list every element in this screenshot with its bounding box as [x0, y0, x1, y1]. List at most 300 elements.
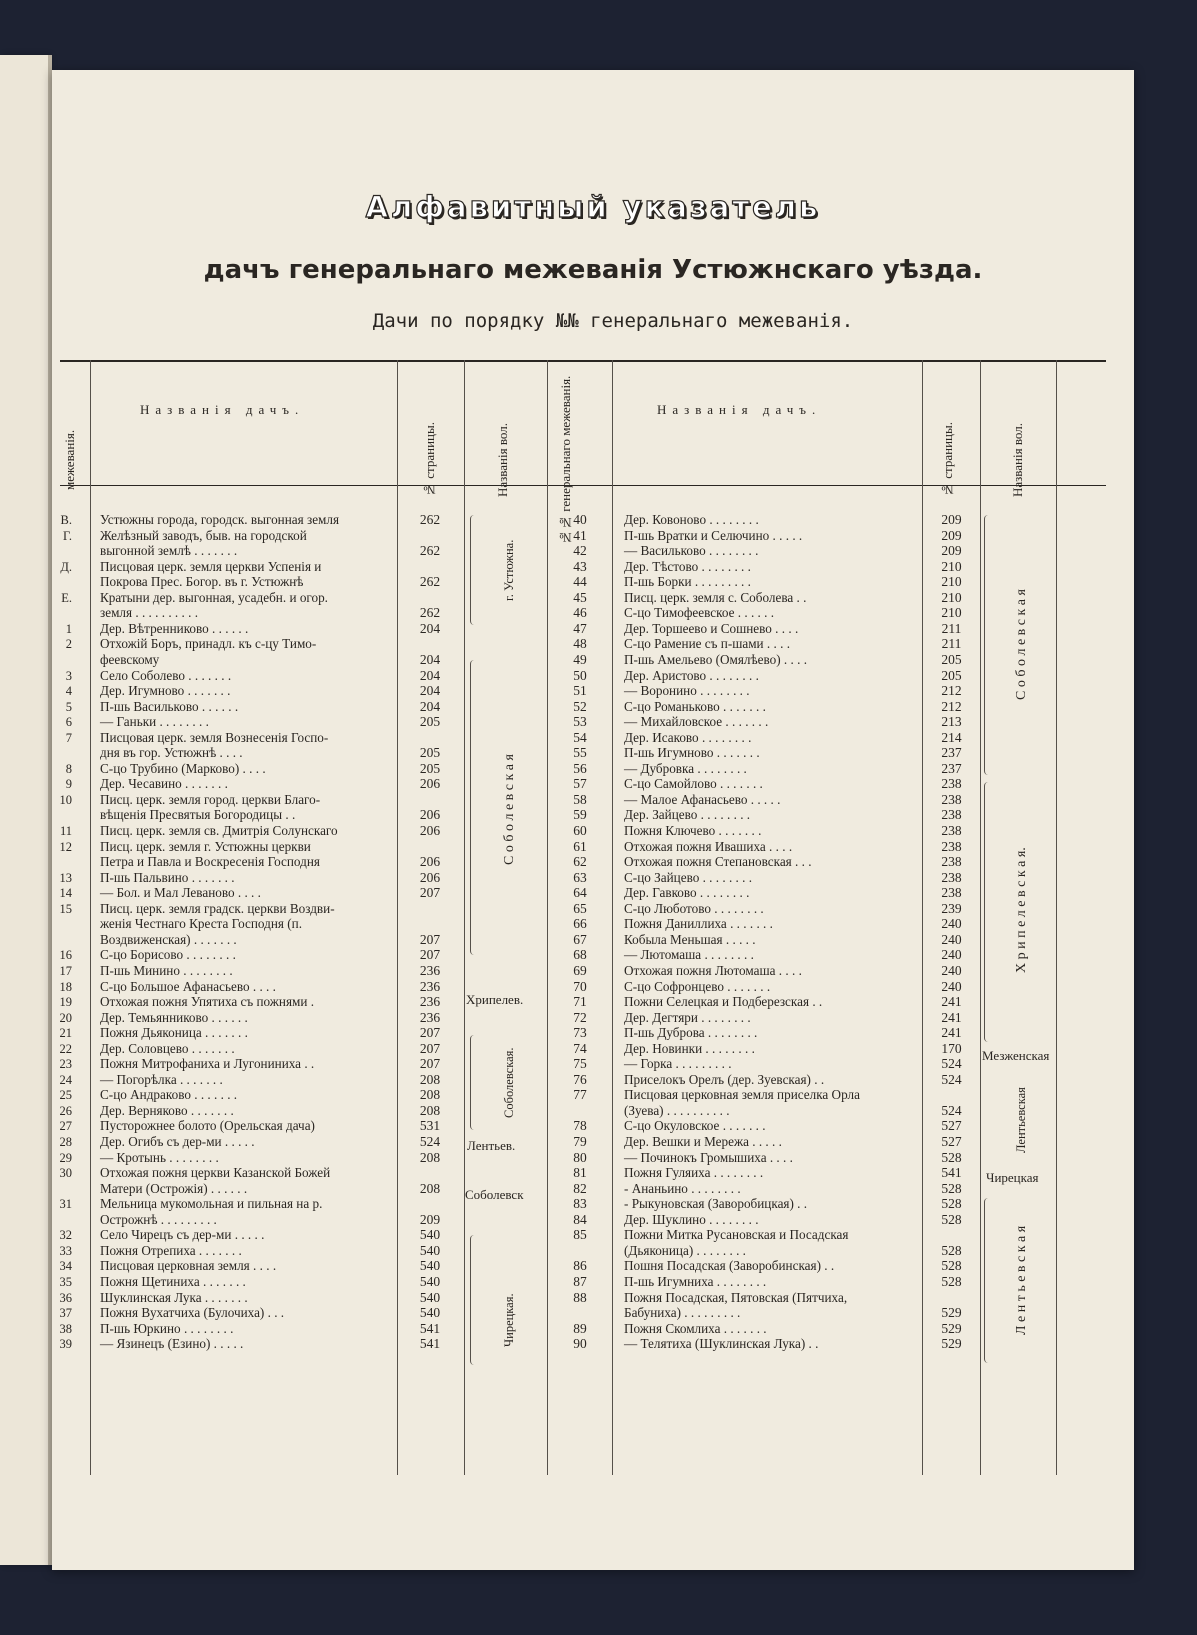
left-row-page: 205 — [419, 760, 441, 776]
right-row-name: Писцовая церковная земля приселка Орла — [624, 1087, 860, 1103]
left-row-page: 206 — [419, 823, 441, 838]
right-row-number: 54 — [573, 729, 587, 745]
left-row-name: — Ганьки . . . . . . . . — [100, 714, 209, 730]
right-row-name: Дер. Новинки . . . . . . . . — [624, 1040, 755, 1056]
group-brace — [470, 660, 477, 955]
left-row-name: Желѣзный заводъ, быв. на городской — [100, 527, 307, 543]
right-row-name: С-цо Софронцево . . . . . . . — [624, 978, 771, 994]
left-group-label: Лентьев. — [467, 1138, 516, 1153]
left-row-name: Пожня Дьяконица . . . . . . . — [100, 1025, 248, 1041]
right-row-page: 528 — [941, 1180, 962, 1196]
left-row-page: 208 — [419, 1149, 441, 1165]
right-row-page: 210 — [941, 605, 962, 621]
group-brace — [470, 1035, 477, 1130]
left-row-number: 6 — [65, 715, 72, 730]
left-row-page: 207 — [419, 1056, 441, 1072]
right-row-page: 529 — [941, 1320, 962, 1336]
right-row-page: 209 — [941, 512, 962, 527]
right-row-number: 43 — [573, 558, 587, 574]
right-row-name: Кобыла Меньшая . . . . . — [624, 931, 756, 947]
right-row-page: 527 — [941, 1134, 962, 1149]
left-row-page: 262 — [419, 605, 441, 621]
left-row-page: 236 — [419, 1009, 441, 1025]
right-row-name: Дер. Тѣстово . . . . . . . . — [624, 558, 751, 574]
left-row-name: Отхожая пожня Упятиха съ пожнями . — [100, 994, 315, 1010]
right-row-page: 524 — [941, 1102, 962, 1118]
left-row-number: 26 — [59, 1103, 72, 1118]
left-row-name: Писц. церк. земля город. церкви Благо- — [100, 791, 321, 807]
left-row-name: Село Соболево . . . . . . . — [100, 667, 232, 683]
right-row-number: 49 — [573, 651, 587, 667]
left-group-label: Соболевск — [465, 1187, 524, 1202]
left-row-name: Отхожая пожня церкви Казанской Божей — [100, 1165, 331, 1181]
page-title: Алфавитный указатель — [365, 190, 821, 224]
left-row-name: С-цо Трубино (Марково) . . . . — [100, 760, 266, 776]
right-row-number: 75 — [573, 1056, 587, 1072]
left-row-name: Воздвиженская) . . . . . . . — [100, 931, 237, 947]
left-row-number: 23 — [59, 1057, 72, 1072]
page-caption: Дачи по порядку №№ генеральнаго межеванія. — [372, 310, 854, 332]
left-row-name: Дер. Огибъ съ дер-ми . . . . . — [100, 1134, 255, 1149]
left-row-page: 262 — [419, 512, 441, 527]
left-row-name: — Погорѣлка . . . . . . . — [100, 1071, 223, 1087]
left-row-number: 38 — [59, 1321, 72, 1336]
left-row-page: 205 — [419, 745, 441, 761]
left-row-name: Писцовая церк. земля церкви Успенія и — [100, 558, 322, 574]
right-row-name: Пожни Селецкая и Подберезская . . — [624, 994, 823, 1010]
left-row-number: 34 — [59, 1259, 72, 1274]
left-row-page: 205 — [419, 714, 441, 730]
table-top-rule — [60, 360, 1106, 362]
left-row-name: — Кротынь . . . . . . . . — [100, 1149, 219, 1165]
right-row-number: 71 — [573, 994, 587, 1010]
right-row-number: 68 — [573, 947, 587, 963]
right-row-page: 240 — [941, 916, 962, 932]
right-row-number: 87 — [573, 1273, 587, 1289]
left-row-number: 25 — [59, 1088, 72, 1103]
right-row-page: 239 — [941, 900, 962, 916]
left-row-name: П-шь Юркино . . . . . . . . — [100, 1320, 234, 1336]
right-group-label: С о б о л е в с к а я — [1014, 589, 1029, 701]
left-row-page: 207 — [419, 1040, 441, 1056]
left-row-name: Кратыни дер. выгонная, усадебн. и огор. — [100, 589, 328, 605]
right-row-number: 60 — [573, 823, 587, 838]
right-row-page: 237 — [941, 745, 962, 761]
left-row-number: 10 — [59, 792, 72, 807]
right-row-name: С-цо Окуловское . . . . . . . — [624, 1118, 766, 1134]
right-row-name: П-шь Амельево (Омялѣево) . . . . — [624, 651, 807, 667]
right-group-label: Лентьевская — [1014, 1087, 1028, 1153]
right-row-number: 74 — [573, 1040, 587, 1056]
right-row-page: 210 — [941, 574, 962, 590]
right-row-number: 65 — [573, 900, 587, 916]
header-right-num: №№ генеральнаго межеванія. — [558, 375, 573, 545]
right-row-page: 213 — [941, 714, 962, 730]
left-row-name: — Язинецъ (Езино) . . . . . — [100, 1336, 244, 1352]
right-row-name: Пожня Гуляиха . . . . . . . . — [624, 1165, 764, 1181]
right-group-label: Мезженская — [982, 1048, 1050, 1063]
right-row-number: 47 — [573, 620, 587, 636]
left-row-name: Писцовая церк. земля Вознесенія Госпо- — [100, 729, 329, 745]
right-row-name: Бабуниха) . . . . . . . . . — [624, 1305, 741, 1321]
right-row-number: 70 — [573, 978, 587, 994]
left-row-number: 20 — [59, 1010, 72, 1025]
left-row-page: 207 — [419, 885, 441, 901]
left-row-page: 236 — [419, 994, 441, 1010]
right-row-name: Пожня Посадская, Пятовская (Пятчиха, — [624, 1289, 848, 1305]
right-row-name: - Ананьино . . . . . . . . — [624, 1180, 741, 1196]
right-row-page: 529 — [941, 1305, 962, 1321]
left-row-name: Дер. Соловцево . . . . . . . — [100, 1040, 235, 1056]
left-row-page: 541 — [419, 1320, 441, 1336]
left-row-number: 29 — [59, 1150, 72, 1165]
left-row-name: Петра и Павла и Воскресенія Господня — [100, 854, 320, 870]
left-row-name: Писц. церк. земля градск. церкви Воздви- — [100, 900, 335, 916]
left-row-page: 204 — [419, 667, 441, 683]
right-row-name: Дер. Дегтяри . . . . . . . . — [624, 1009, 751, 1025]
left-row-number: 21 — [59, 1026, 72, 1041]
left-row-name: С-цо Большое Афанасьево . . . . — [100, 978, 276, 994]
left-row-number: Г. — [63, 528, 72, 543]
right-row-name: — Васильково . . . . . . . . — [624, 543, 759, 559]
left-row-page: 262 — [419, 574, 441, 590]
right-row-page: 240 — [941, 947, 962, 963]
left-row-number: 14 — [59, 886, 72, 901]
left-row-number: 12 — [59, 839, 72, 854]
document-page — [52, 70, 1134, 1570]
page-subtitle: дачъ генеральнаго межеванія Устюжнскаго уѣзда. — [203, 255, 983, 285]
left-row-number: 16 — [59, 948, 72, 963]
left-row-name: феевскому — [100, 651, 160, 667]
left-row-name: С-цо Борисово . . . . . . . . — [100, 947, 236, 963]
left-row-page: 206 — [419, 807, 441, 823]
left-row-name: Дер. Вѣтренниково . . . . . . — [100, 620, 249, 636]
right-row-name: С-цо Рамениe съ п-шами . . . . — [624, 636, 790, 652]
right-row-name: Отхожая пожня Степановская . . . — [624, 854, 812, 870]
right-row-number: 44 — [573, 574, 587, 590]
group-brace — [984, 782, 991, 1042]
left-group-label: Чирецкая. — [502, 1293, 516, 1347]
right-row-number: 64 — [573, 885, 587, 901]
right-row-number: 79 — [573, 1134, 587, 1149]
right-row-number: 45 — [573, 589, 587, 605]
right-row-number: 55 — [573, 745, 587, 761]
right-row-number: 53 — [573, 714, 587, 730]
right-row-name: — Лютомаша . . . . . . . . — [624, 947, 754, 963]
left-row-page: 208 — [419, 1102, 441, 1118]
right-row-name: Отхожая пожня Ивашиха . . . . — [624, 838, 793, 854]
right-row-number: 72 — [573, 1009, 587, 1025]
left-row-number: 39 — [59, 1337, 72, 1352]
left-group-label: г. Устюжна. — [502, 539, 516, 601]
left-row-page: 524 — [419, 1134, 441, 1149]
col-line — [547, 360, 548, 1475]
left-row-number: 17 — [59, 963, 72, 978]
left-row-name: Пожня Вухатчиха (Булочиха) . . . — [100, 1305, 285, 1321]
right-row-page: 214 — [941, 729, 962, 745]
right-row-page: 527 — [941, 1118, 962, 1134]
right-row-page: 205 — [941, 667, 962, 683]
right-row-name: Писц. церк. земля с. Соболева . . — [624, 589, 807, 605]
left-row-name: Пожня Щетиниха . . . . . . . — [100, 1273, 246, 1289]
left-row-number: 15 — [59, 901, 72, 916]
col-line — [397, 360, 398, 1475]
right-row-page: 238 — [941, 838, 962, 854]
right-row-page: 240 — [941, 931, 962, 947]
right-row-page: 211 — [941, 620, 962, 636]
right-row-page: 238 — [941, 854, 962, 870]
right-row-page: 240 — [941, 962, 962, 978]
col-line — [1056, 360, 1057, 1475]
left-row-name: выгонной землѣ . . . . . . . — [100, 543, 238, 559]
right-row-page: 212 — [941, 683, 962, 699]
left-row-name: Дер. Темьянниково . . . . . . — [100, 1009, 248, 1025]
header-left-names: Названія дачъ. — [140, 402, 305, 417]
left-row-page: 204 — [419, 698, 441, 714]
left-row-number: 4 — [65, 684, 72, 699]
right-row-number: 40 — [573, 512, 587, 527]
left-row-name: Дер. Игумново . . . . . . . — [100, 683, 231, 699]
right-row-name: П-шь Борки . . . . . . . . . — [624, 574, 751, 590]
left-row-number: 31 — [59, 1197, 72, 1212]
right-row-number: 81 — [573, 1165, 587, 1181]
right-row-number: 76 — [573, 1071, 587, 1087]
col-line — [922, 360, 923, 1475]
right-row-page: 238 — [941, 776, 962, 792]
right-row-name: Дер. Вешки и Мережа . . . . . — [624, 1134, 782, 1149]
right-row-name: С-цо Романьково . . . . . . . — [624, 698, 766, 714]
left-row-name: Покрова Прес. Богор. въ г. Устюжнѣ — [100, 574, 304, 590]
left-row-page: 208 — [419, 1180, 441, 1196]
right-row-page: 238 — [941, 807, 962, 823]
left-row-name: Дер. Чесавино . . . . . . . — [100, 776, 228, 792]
right-row-number: 83 — [573, 1196, 587, 1212]
left-row-number: 35 — [59, 1274, 72, 1289]
right-row-number: 50 — [573, 667, 587, 683]
right-row-name: П-шь Игумново . . . . . . . — [624, 745, 760, 761]
right-row-number: 52 — [573, 698, 587, 714]
right-row-name: Дер. Ковоново . . . . . . . . — [624, 512, 759, 527]
left-row-name: Мельница мукомольная и пильная на р. — [100, 1196, 323, 1212]
header-left-num: межеванія. — [62, 429, 77, 491]
left-row-name: П-шь Пальвино . . . . . . . — [100, 869, 235, 885]
left-row-number: 19 — [59, 995, 72, 1010]
right-row-number: 48 — [573, 636, 587, 652]
right-row-page: 528 — [941, 1196, 962, 1212]
right-row-name: Дер. Гавково . . . . . . . . — [624, 885, 750, 901]
left-row-name: Отхожій Боръ, принадл. къ с-цу Тимо- — [100, 636, 317, 652]
left-row-page: 262 — [419, 543, 441, 559]
left-row-number: 24 — [59, 1072, 72, 1087]
right-row-name: (Дьяконица) . . . . . . . . — [624, 1242, 746, 1258]
right-row-name: — Малое Афанасьево . . . . . — [624, 791, 781, 807]
left-row-page: 236 — [419, 978, 441, 994]
left-row-name: — Бол. и Мал Леваново . . . . — [100, 885, 261, 901]
right-row-number: 63 — [573, 869, 587, 885]
left-row-page: 208 — [419, 1087, 441, 1103]
right-row-number: 80 — [573, 1149, 587, 1165]
right-row-page: 211 — [941, 636, 962, 652]
right-row-page: 238 — [941, 885, 962, 901]
right-row-page: 529 — [941, 1336, 962, 1352]
left-row-name: Матери (Острожія) . . . . . . — [100, 1180, 248, 1196]
left-row-name: земля . . . . . . . . . . — [100, 605, 198, 621]
right-row-page: 541 — [941, 1165, 962, 1181]
left-row-page: 207 — [419, 1025, 441, 1041]
left-row-name: Писц. церк. земля г. Устюжны церкви — [100, 838, 311, 854]
right-row-name: Приселокъ Орелъ (дер. Зуевская) . . — [624, 1071, 825, 1087]
header-left-page: № страницы. — [422, 422, 437, 498]
left-row-page: 207 — [419, 931, 441, 947]
left-row-page: 207 — [419, 947, 441, 963]
right-row-page: 528 — [941, 1258, 962, 1274]
left-row-name: вѣщенія Пресвятыя Богородицы . . — [100, 807, 296, 823]
left-group-label: С о б о л е в с к а я — [502, 754, 517, 866]
right-row-page: 209 — [941, 527, 962, 543]
right-row-number: 56 — [573, 760, 587, 776]
right-row-page: 205 — [941, 651, 962, 667]
right-row-number: 69 — [573, 962, 587, 978]
right-row-number: 51 — [573, 683, 587, 699]
col-line — [90, 360, 91, 1475]
right-row-number: 86 — [573, 1258, 587, 1274]
left-row-name: Пусторожнее болото (Орельская дача) — [100, 1118, 315, 1134]
right-row-number: 78 — [573, 1118, 587, 1134]
col-line — [612, 360, 613, 1475]
left-row-name: Шуклинская Лука . . . . . . . — [100, 1289, 248, 1305]
left-row-number: В. — [60, 513, 72, 527]
left-group-label: Соболевская. — [502, 1047, 516, 1119]
right-row-number: 77 — [573, 1087, 587, 1103]
right-row-number: 46 — [573, 605, 587, 621]
group-brace — [470, 1235, 477, 1365]
right-row-number: 57 — [573, 776, 587, 792]
right-row-number: 90 — [573, 1336, 587, 1352]
left-row-name: Пожня Митрофаниха и Лугониниха . . — [100, 1056, 315, 1072]
left-row-number: 22 — [59, 1041, 72, 1056]
right-row-name: С-цо Тимофеевское . . . . . . — [624, 605, 775, 621]
right-row-number: 82 — [573, 1180, 587, 1196]
right-row-page: 524 — [941, 1056, 962, 1072]
right-row-page: 528 — [941, 1273, 962, 1289]
right-row-number: 62 — [573, 854, 587, 870]
left-row-number: Д. — [60, 559, 72, 574]
right-row-name: Пожня Ключево . . . . . . . — [624, 823, 762, 838]
col-line — [980, 360, 981, 1475]
right-row-name: С-цо Люботово . . . . . . . . — [624, 900, 764, 916]
right-row-name: Пожни Митка Русановская и Посадская — [624, 1227, 849, 1243]
right-row-name: - Рыкуновская (Заворобицкая) . . — [624, 1196, 808, 1212]
right-row-number: 61 — [573, 838, 587, 854]
left-row-number: 32 — [59, 1228, 72, 1243]
left-row-page: 209 — [419, 1211, 441, 1227]
group-brace — [984, 515, 991, 775]
left-row-number: 36 — [59, 1290, 72, 1305]
left-group-label: Хрипелев. — [466, 992, 524, 1007]
right-row-page: 241 — [941, 994, 962, 1010]
left-row-page: 206 — [419, 854, 441, 870]
right-row-name: С-цо Самойлово . . . . . . . — [624, 776, 763, 792]
left-row-page: 541 — [419, 1336, 441, 1352]
right-row-name: П-шь Вратки и Селючино . . . . . — [624, 527, 803, 543]
left-row-name: дня въ гор. Устюжнѣ . . . . — [100, 745, 243, 761]
left-row-page: 540 — [419, 1289, 441, 1305]
right-row-page: 237 — [941, 760, 962, 776]
right-row-name: — Дубровка . . . . . . . . — [624, 760, 747, 776]
left-row-name: Дер. Верняково . . . . . . . — [100, 1102, 234, 1118]
header-right-volost: Названія вол. — [1010, 423, 1025, 497]
right-row-page: 170 — [941, 1040, 962, 1056]
left-row-page: 236 — [419, 962, 441, 978]
left-row-number: 5 — [65, 699, 72, 714]
facing-page-edge — [0, 55, 48, 1565]
right-row-name: Дер. Зайцево . . . . . . . . — [624, 807, 751, 823]
col-line — [464, 360, 465, 1475]
right-group-label: Л е н т ь е в с к а я — [1014, 1225, 1029, 1335]
right-row-page: 241 — [941, 1025, 962, 1041]
right-row-name: — Михайловское . . . . . . . — [624, 714, 769, 730]
left-row-page: 540 — [419, 1305, 441, 1321]
group-brace — [984, 1198, 991, 1363]
right-row-name: Пожня Даниллиха . . . . . . . — [624, 916, 773, 932]
left-row-name: С-цо Андраково . . . . . . . — [100, 1087, 238, 1103]
right-row-name: П-шь Игумниха . . . . . . . . — [624, 1273, 767, 1289]
left-row-page: 531 — [419, 1118, 441, 1134]
right-row-page: 238 — [941, 791, 962, 807]
left-row-name: Писцовая церковная земля . . . . — [100, 1258, 277, 1274]
left-row-number: 9 — [65, 777, 72, 792]
right-row-name: (Зуева) . . . . . . . . . . — [624, 1102, 730, 1118]
right-row-number: 84 — [573, 1211, 587, 1227]
left-row-number: Е. — [61, 590, 72, 605]
left-row-name: Устюжны города, городск. выгонная земля — [100, 512, 340, 527]
right-row-number: 85 — [573, 1227, 587, 1243]
left-row-page: 204 — [419, 651, 441, 667]
right-row-name: — Починокъ Громышиха . . . . — [624, 1149, 793, 1165]
right-row-number: 58 — [573, 791, 587, 807]
left-row-number: 28 — [59, 1135, 72, 1149]
right-row-name: Пошня Посадская (Заворобинская) . . — [624, 1258, 835, 1274]
left-row-number: 37 — [59, 1306, 72, 1321]
right-row-number: 66 — [573, 916, 587, 932]
left-row-number: 18 — [59, 979, 72, 994]
right-row-page: 209 — [941, 543, 962, 559]
right-row-page: 238 — [941, 823, 962, 838]
right-row-page: 240 — [941, 978, 962, 994]
group-brace — [470, 515, 477, 625]
left-row-number: 30 — [59, 1166, 72, 1181]
left-row-page: 540 — [419, 1227, 441, 1243]
left-row-number: 8 — [65, 761, 72, 776]
left-row-number: 1 — [65, 621, 72, 636]
left-row-page: 540 — [419, 1242, 441, 1258]
right-row-number: 59 — [573, 807, 587, 823]
right-group-label: Х р и п е л е в с к а я. — [1014, 847, 1029, 973]
right-row-page: 212 — [941, 698, 962, 714]
left-row-number: 13 — [59, 870, 72, 885]
right-group-label: Чирецкая — [986, 1170, 1039, 1185]
right-row-page: 528 — [941, 1149, 962, 1165]
left-row-name: Пожня Отрепиха . . . . . . . — [100, 1242, 242, 1258]
right-row-page: 528 — [941, 1211, 962, 1227]
right-row-number: 89 — [573, 1320, 587, 1336]
right-row-page: 524 — [941, 1071, 962, 1087]
header-left-volost: Названія вол. — [495, 423, 510, 497]
right-row-name: — Горка . . . . . . . . . — [624, 1056, 732, 1072]
left-row-name: Село Чирецъ съ дер-ми . . . . . — [100, 1227, 265, 1243]
right-row-number: 73 — [573, 1025, 587, 1041]
right-row-number: 88 — [573, 1289, 587, 1305]
